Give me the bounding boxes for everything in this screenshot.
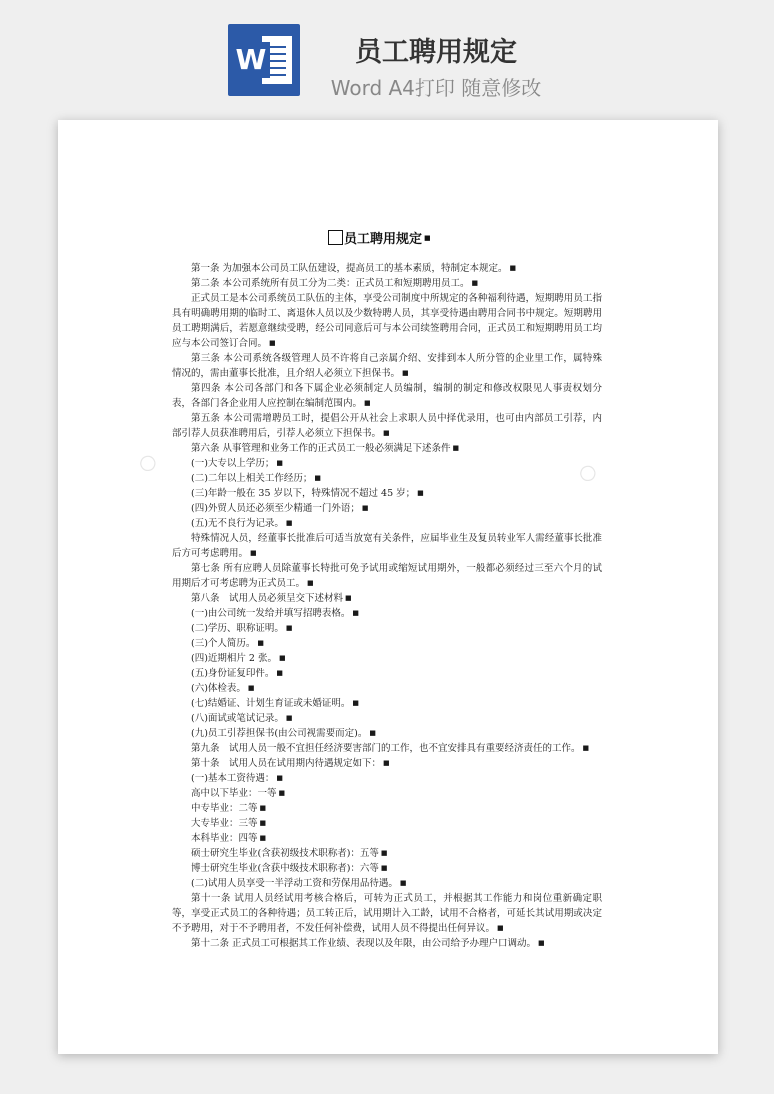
paragraph-mark: ■ — [345, 594, 352, 602]
paragraph-mark: ■ — [471, 279, 479, 287]
document-paragraph — [172, 651, 602, 666]
document-paragraph — [172, 501, 602, 516]
paragraph-text: (四)外贸人员还必须至少精通一门外语； — [191, 503, 360, 514]
document-paragraph — [172, 531, 602, 561]
paragraph-mark: ■ — [509, 264, 517, 272]
document-paragraph — [172, 696, 602, 711]
document-paragraph — [172, 621, 602, 636]
document-paragraph — [172, 456, 602, 471]
document-paragraph — [172, 831, 602, 846]
document-paragraph — [172, 381, 602, 411]
paragraph-text: 第十一条 试用人员经试用考核合格后，可转为正式员工，并根据其工作能力和岗位重新确定职等，享受正式员工的各种待遇；员工转正后，试用期计入工龄，试用不合格者，可延长其试用期或决定不予聘用，对于不予聘用者，不发任何补偿费，试用人员不得提出任何异议。 — [172, 893, 602, 934]
document-paragraph — [172, 591, 602, 606]
word-icon — [228, 24, 300, 96]
paragraph-text: (三)年龄一般在 35 岁以下，特殊情况不超过 45 岁； — [191, 488, 416, 499]
document-title — [328, 228, 431, 247]
document-paragraph — [172, 666, 602, 681]
document-paragraph — [172, 846, 602, 861]
document-paragraph — [172, 261, 602, 276]
watermark: ○ — [132, 447, 162, 477]
document-paragraph — [172, 936, 602, 951]
paragraph-mark: ■ — [250, 549, 257, 557]
paragraph-mark: ■ — [399, 879, 407, 887]
word-letter: W — [232, 42, 270, 78]
paragraph-mark: ■ — [383, 429, 390, 437]
paragraph-mark: ■ — [285, 624, 293, 632]
document-paragraph — [172, 711, 602, 726]
document-paragraph — [172, 276, 602, 291]
paragraph-mark: ■ — [307, 579, 314, 587]
paragraph-mark: ■ — [364, 399, 371, 407]
document-paragraph — [172, 471, 602, 486]
document-paragraph — [172, 786, 602, 801]
paragraph-mark: ■ — [352, 699, 360, 707]
paragraph-mark: ■ — [285, 714, 293, 722]
document-paragraph — [172, 486, 602, 501]
paragraph-text: 正式员工是本公司系统员工队伍的主体，享受公司制度中所规定的各种福利待遇，短期聘用员工指具有明确聘用期的临时工、离退休人员以及少数特聘人员，其享受待遇由聘用合同书中规定。短期聘用员工聘期满后，若愿意继续受聘，经公司同意后可与本公司续签聘用合同，正式员工和短期聘用员工均应与本公司签订合同。 — [172, 293, 602, 349]
document-paragraph — [172, 561, 602, 591]
document-paragraph — [172, 636, 602, 651]
document-paragraph — [172, 681, 602, 696]
document-paragraph — [172, 351, 602, 381]
document-paragraph — [172, 891, 602, 936]
paragraph-text: (一)基本工资待遇： — [191, 773, 275, 784]
paragraph-mark: ■ — [259, 834, 267, 842]
document-paragraph — [172, 741, 602, 756]
paragraph-text: 硕士研究生毕业(含获初级技术职称者)：五等 — [191, 848, 379, 859]
download-banner — [0, 0, 774, 118]
paragraph-mark: ■ — [285, 519, 293, 527]
paragraph-mark: ■ — [259, 819, 267, 827]
paragraph-mark: ■ — [452, 444, 460, 452]
document-paragraph — [172, 816, 602, 831]
paragraph-text: 第五条 本公司需增聘员工时，提倡公开从社会上求职人员中择优录用，也可由内部员工引荐，内部引荐人员获准聘用后，引荐人必须立下担保书。 — [172, 413, 602, 439]
document-paragraph — [172, 801, 602, 816]
document-paragraph — [172, 291, 602, 351]
paragraph-text: 第六条 从事管理和业务工作的正式员工一般必须满足下述条件 — [191, 443, 451, 454]
paragraph-text: 本科毕业：四等 — [191, 833, 258, 844]
paragraph-mark: ■ — [247, 684, 255, 692]
document-paragraph — [172, 756, 602, 771]
paragraph-text: 中专毕业：二等 — [191, 803, 258, 814]
paragraph-mark: ■ — [276, 459, 284, 467]
paragraph-mark: ■ — [352, 609, 360, 617]
paragraph-mark: ■ — [402, 369, 409, 377]
paragraph-text: 第十二条 正式员工可根据其工作业绩、表现以及年限，由公司给予办理户口调动。 — [191, 938, 537, 949]
banner-title: 员工聘用规定 — [355, 37, 517, 68]
paragraph-text: (五)无不良行为记录。 — [191, 518, 284, 529]
paragraph-text: (二)二年以上相关工作经历； — [191, 473, 313, 484]
paragraph-mark: ■ — [424, 233, 431, 242]
paragraph-text: (二)学历、职称证明。 — [191, 623, 284, 634]
paragraph-mark: ■ — [361, 504, 369, 512]
paragraph-text: 第九条 试用人员一般不宜担任经济要害部门的工作，也不宜安排具有重要经济责任的工作。 — [191, 743, 581, 754]
paragraph-mark: ■ — [497, 924, 504, 932]
document-paragraph — [172, 726, 602, 741]
paragraph-mark: ■ — [278, 789, 286, 797]
paragraph-mark: ■ — [276, 669, 284, 677]
document-paragraph — [172, 411, 602, 441]
paragraph-mark: ■ — [276, 774, 284, 782]
paragraph-text: (一)由公司统一发给并填写招聘表格。 — [191, 608, 351, 619]
paragraph-mark: ■ — [380, 849, 388, 857]
paragraph-text: 大专毕业：三等 — [191, 818, 258, 829]
paragraph-text: (九)员工引荐担保书(由公司视需要而定)。 — [191, 728, 368, 739]
title-box-icon — [328, 230, 343, 245]
paragraph-text: 第八条 试用人员必须呈交下述材料 — [191, 593, 344, 604]
paragraph-text: 高中以下毕业：一等 — [191, 788, 277, 799]
document-paragraph — [172, 876, 602, 891]
document-paragraph — [172, 861, 602, 876]
paragraph-text: 第七条 所有应聘人员除董事长特批可免予试用或缩短试用期外，一般都必须经过三至六个月的试用期后才可考虑聘为正式员工。 — [172, 563, 602, 589]
paragraph-text: (五)身份证复印件。 — [191, 668, 275, 679]
paragraph-text: (二)试用人员享受一半浮动工资和劳保用品待遇。 — [191, 878, 398, 889]
document-paragraph — [172, 516, 602, 531]
paragraph-mark: ■ — [380, 864, 388, 872]
document-page — [58, 120, 718, 1054]
document-paragraph — [172, 771, 602, 786]
paragraph-mark: ■ — [538, 939, 545, 947]
paragraph-mark: ■ — [279, 654, 286, 662]
paragraph-mark: ■ — [417, 489, 424, 497]
paragraph-mark: ■ — [383, 759, 390, 767]
banner-subtitle: Word A4打印 随意修改 — [330, 76, 542, 100]
document-paragraph — [172, 441, 602, 456]
paragraph-text: 第十条 试用人员在试用期内待遇规定如下： — [191, 758, 382, 769]
paragraph-text: (一)大专以上学历； — [191, 458, 275, 469]
paragraph-mark: ■ — [259, 804, 267, 812]
paragraph-text: 第四条 本公司各部门和各下属企业必须制定人员编制，编制的制定和修改权限见人事责权划分表，各部门各企业用人应控制在编制范围内。 — [172, 383, 602, 409]
paragraph-text: (七)结婚证、计划生育证或未婚证明。 — [191, 698, 351, 709]
paragraph-text: (八)面试或笔试记录。 — [191, 713, 284, 724]
document-body — [172, 261, 602, 951]
paragraph-mark: ■ — [314, 474, 322, 482]
paragraph-text: (六)体检表。 — [191, 683, 246, 694]
watermark: ○ — [572, 457, 602, 487]
paragraph-mark: ■ — [369, 729, 376, 737]
paragraph-mark: ■ — [257, 639, 265, 647]
paragraph-mark: ■ — [269, 339, 276, 347]
paragraph-text: 博士研究生毕业(含获中级技术职称者)：六等 — [191, 863, 379, 874]
paragraph-text: (四)近期相片 2 张。 — [191, 653, 277, 664]
document-title-text: 员工聘用规定 — [344, 232, 423, 247]
paragraph-text: 特殊情况人员，经董事长批准后可适当放宽有关条件，应届毕业生及复员转业军人需经董事长批准后方可考虑聘用。 — [172, 533, 602, 559]
document-paragraph — [172, 606, 602, 621]
paragraph-text: (三)个人简历。 — [191, 638, 256, 649]
paragraph-text: 第二条 本公司系统所有员工分为二类：正式员工和短期聘用员工。 — [191, 278, 470, 289]
paragraph-text: 第三条 本公司系统各级管理人员不许将自己亲属介绍、安排到本人所分管的企业里工作，属特殊情况的，需由董事长批准，且介绍人必须立下担保书。 — [172, 353, 602, 379]
paragraph-mark: ■ — [582, 744, 590, 752]
paragraph-text: 第一条 为加强本公司员工队伍建设，提高员工的基本素质，特制定本规定。 — [191, 263, 508, 274]
